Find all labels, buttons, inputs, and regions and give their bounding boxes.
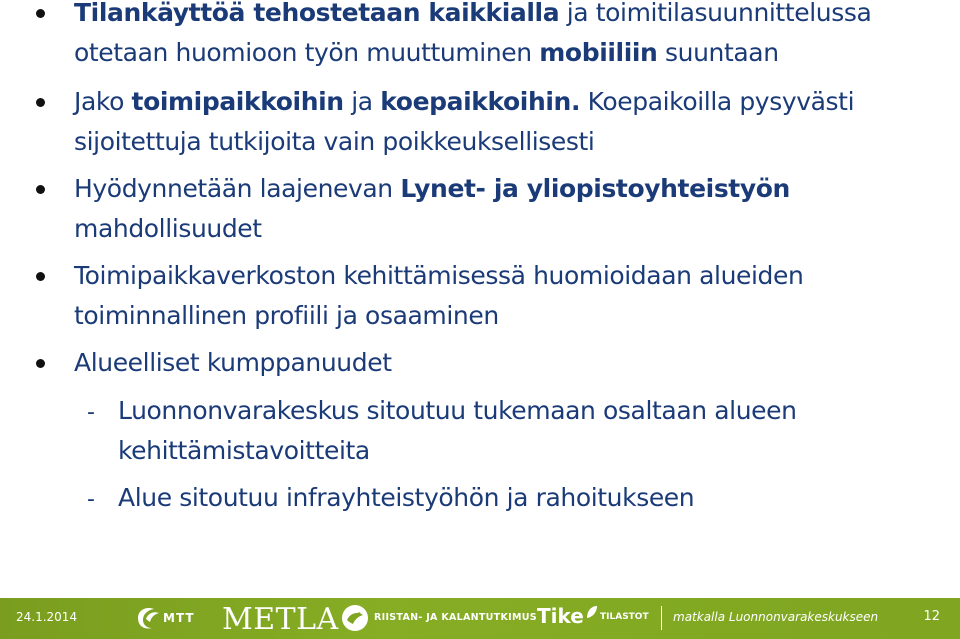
sub-dash: -	[87, 400, 95, 425]
text-run: otetaan huomioon työn muuttuminen	[74, 38, 540, 67]
bullet-4-line-1	[74, 256, 934, 296]
text-run: Alueelliset kumppanuudet	[74, 348, 392, 377]
bullet-item-5	[74, 343, 934, 383]
sub-item-1-line-1: Luonnonvarakeskus sitoutuu tukemaan osaltaan alueen	[118, 396, 797, 425]
bold-text-run: Lynet- ja yliopistoyhteistyön	[400, 174, 790, 203]
sub-item-1-line-2: kehittämistavoitteita	[118, 436, 370, 465]
text-run: mahdollisuudet	[74, 214, 262, 243]
footer-bar	[0, 598, 960, 639]
bold-text-run: mobiiliin	[539, 38, 658, 67]
sub-item-1	[118, 391, 938, 471]
text-run: Koepaikoilla pysyvästi	[580, 87, 855, 116]
metla-logo-text: METLA	[222, 602, 339, 637]
footer-page-number: 12	[923, 609, 940, 624]
bullet-2-line-2	[74, 122, 934, 162]
text-run: ja	[343, 87, 381, 116]
bold-text-run: Tilankäyttöä tehostetaan kaikkialla	[74, 0, 560, 27]
text-run: Hyödynnetään laajenevan	[74, 174, 401, 203]
tike-logo-text: Tike	[537, 604, 584, 628]
footer-tagline: matkalla Luonnonvarakeskukseen	[673, 610, 879, 624]
mtt-logo-text: MTT	[163, 611, 195, 625]
bullet-1-line-2	[74, 33, 934, 73]
bullet-item-4	[74, 256, 934, 336]
text-run: toiminnallinen profiili ja osaaminen	[74, 301, 499, 330]
bullet-4-line-2	[74, 296, 934, 336]
sub-dash: -	[87, 487, 95, 512]
bullet-dot	[36, 272, 45, 281]
bullet-3-line-2	[74, 209, 934, 249]
text-run: ja toimitilasuunnittelussa	[559, 0, 872, 27]
bold-text-run: toimipaikkoihin	[131, 87, 344, 116]
bold-text-run: koepaikkoihin.	[380, 87, 581, 116]
bullet-dot	[36, 9, 45, 18]
bullet-dot	[36, 98, 45, 107]
bullet-dot	[36, 359, 45, 368]
bullet-dot	[36, 185, 45, 194]
bullet-5-line-1	[74, 343, 934, 383]
bullet-item-2	[74, 82, 934, 162]
bullet-1-line-1	[74, 0, 934, 33]
bullet-item-1	[74, 0, 934, 73]
tilastot-logo-text: TILASTOT	[600, 612, 649, 622]
text-run: Jako	[74, 87, 132, 116]
rktl-logo-icon	[340, 603, 370, 633]
footer-divider	[661, 606, 662, 630]
sub-item-2	[118, 478, 938, 518]
text-run: sijoitettuja tutkijoita vain poikkeuksellisesti	[74, 127, 595, 156]
text-run: suuntaan	[657, 38, 779, 67]
footer-date: 24.1.2014	[16, 610, 78, 624]
rktl-logo-text: RIISTAN- JA KALANTUTKIMUS	[374, 612, 537, 623]
tike-leaf-icon	[585, 604, 599, 620]
bullet-item-3	[74, 169, 934, 249]
mtt-logo-icon	[134, 604, 162, 632]
sub-item-2-line-1: Alue sitoutuu infrayhteistyöhön ja rahoitukseen	[118, 483, 695, 512]
bullet-2-line-1	[74, 82, 934, 122]
text-run: Toimipaikkaverkoston kehittämisessä huomioidaan alueiden	[74, 261, 804, 290]
bullet-3-line-1	[74, 169, 934, 209]
